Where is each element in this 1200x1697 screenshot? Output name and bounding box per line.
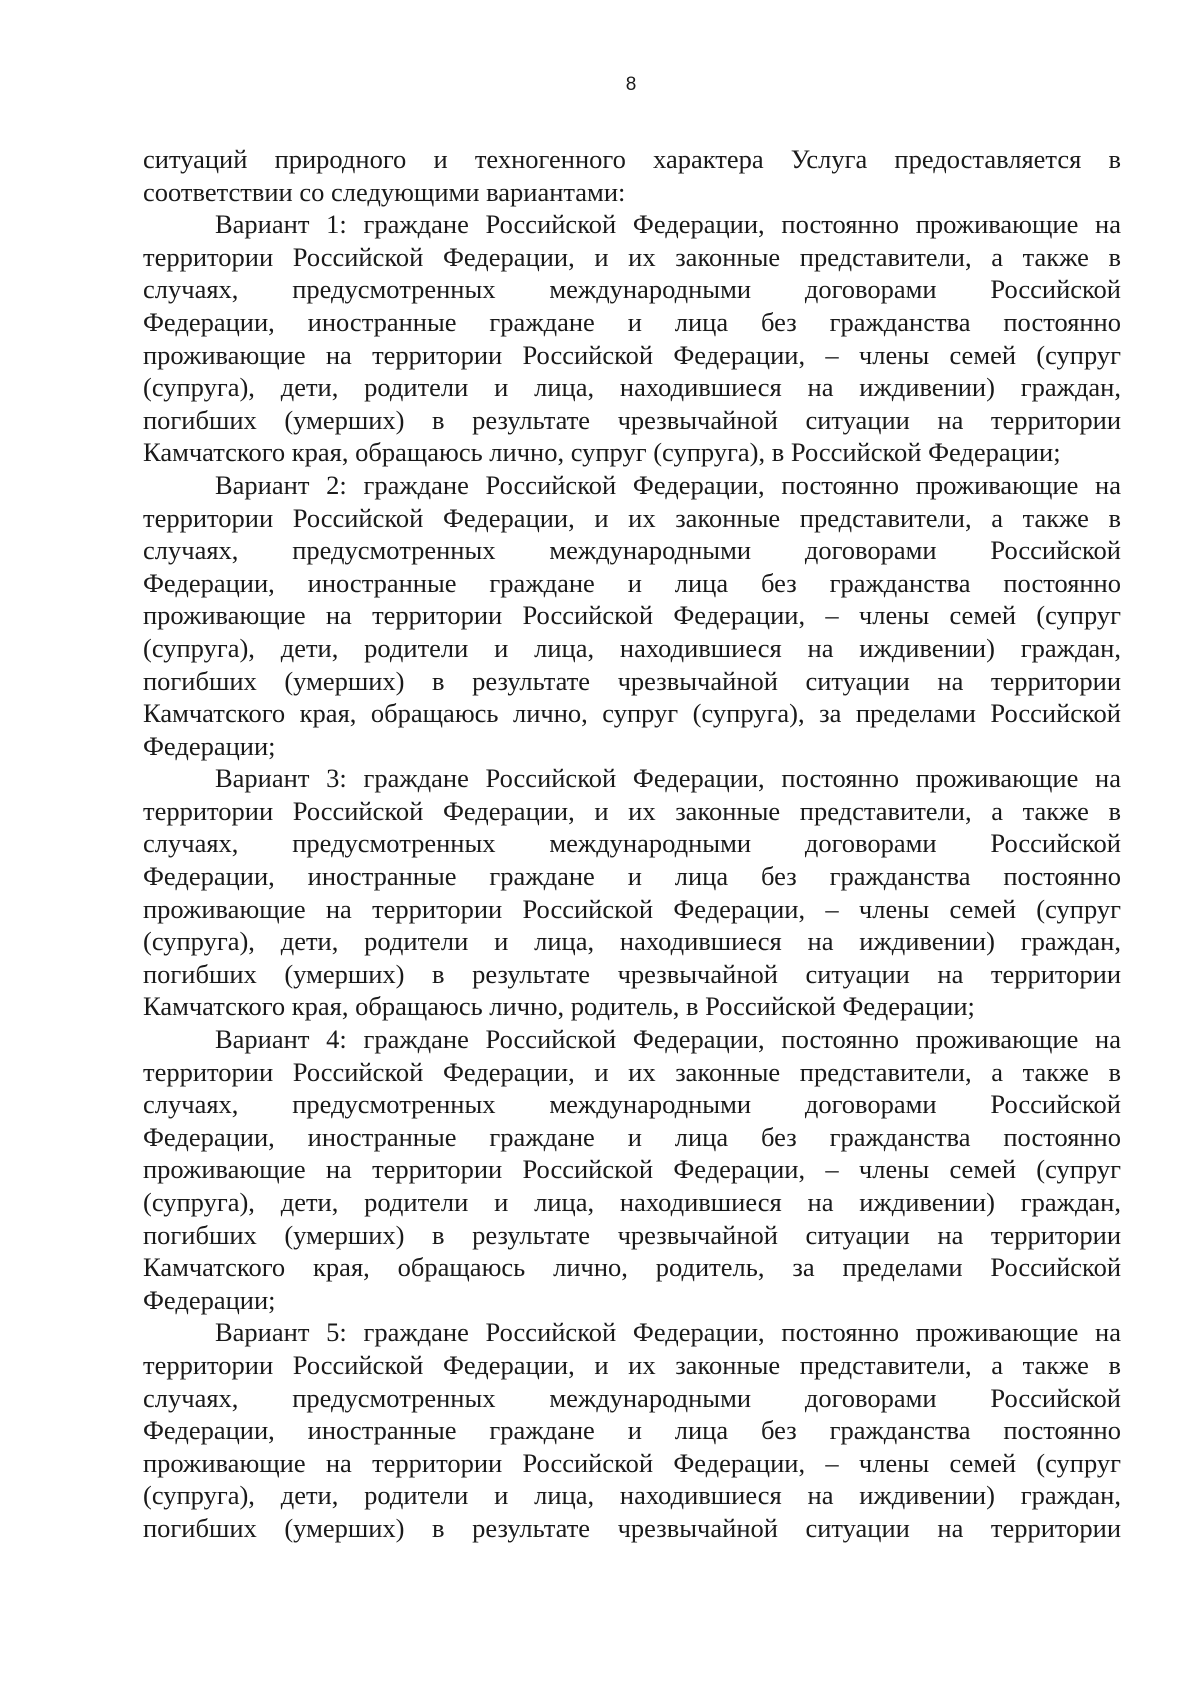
text-line: случаях, предусмотренных международными договорами Российской (143, 274, 1121, 305)
text-line: (супруга), дети, родители и лица, находившиеся на иждивении) граждан, (143, 372, 1121, 403)
text-line: погибших (умерших) в результате чрезвычайной ситуации на территории (143, 1219, 1121, 1250)
text-line: (супруга), дети, родители и лица, находившиеся на иждивении) граждан, (143, 926, 1121, 957)
text-line: Вариант 4: граждане Российской Федерации, постоянно проживающие на (215, 1024, 1121, 1055)
text-line: Вариант 3: граждане Российской Федерации, постоянно проживающие на (215, 763, 1121, 794)
text-line: Федерации, иностранные граждане и лица без гражданства постоянно (143, 861, 1121, 892)
document-body (143, 143, 1121, 1545)
text-line: проживающие на территории Российской Федерации, – члены семей (супруг (143, 339, 1121, 370)
text-line: погибших (умерших) в результате чрезвычайной ситуации на территории (143, 665, 1121, 696)
text-line: Вариант 2: граждане Российской Федерации, постоянно проживающие на (215, 469, 1121, 500)
text-line: случаях, предусмотренных международными договорами Российской (143, 535, 1121, 566)
paragraph-intro (143, 143, 1121, 208)
text-line: погибших (умерших) в результате чрезвычайной ситуации на территории (143, 1512, 1121, 1543)
text-line: Камчатского края, обращаюсь лично, супруг (супруга), за пределами Российской (143, 698, 1121, 729)
page-number: 8 (625, 74, 637, 95)
text-line: случаях, предусмотренных международными договорами Российской (143, 1382, 1121, 1413)
text-line: территории Российской Федерации, и их законные представители, а также в (143, 1056, 1121, 1087)
paragraph-variant-3 (143, 762, 1121, 1023)
text-line: территории Российской Федерации, и их законные представители, а также в (143, 502, 1121, 533)
text-line: Федерации, иностранные граждане и лица без гражданства постоянно (143, 306, 1121, 337)
text-line: территории Российской Федерации, и их законные представители, а также в (143, 1349, 1121, 1380)
text-line: случаях, предусмотренных международными договорами Российской (143, 1089, 1121, 1120)
text-line: ситуаций природного и техногенного характера Услуга предоставляется в (143, 144, 1121, 174)
text-line: Вариант 1: граждане Российской Федерации, постоянно проживающие на (215, 209, 1121, 240)
text-line: Камчатского края, обращаюсь лично, супруг (супруга), в Российской Федерации; (143, 437, 1061, 468)
text-line: проживающие на территории Российской Федерации, – члены семей (супруг (143, 1154, 1121, 1185)
text-line: Федерации; (143, 1284, 276, 1315)
text-line: Федерации; (143, 730, 276, 761)
text-line: (супруга), дети, родители и лица, находившиеся на иждивении) граждан, (143, 632, 1121, 663)
text-line: погибших (умерших) в результате чрезвычайной ситуации на территории (143, 404, 1121, 435)
text-line: (супруга), дети, родители и лица, находившиеся на иждивении) граждан, (143, 1480, 1121, 1511)
text-line: соответствии со следующими вариантами: (143, 176, 626, 207)
text-line: территории Российской Федерации, и их законные представители, а также в (143, 795, 1121, 826)
text-line: проживающие на территории Российской Федерации, – члены семей (супруг (143, 893, 1121, 924)
text-line: Камчатского края, обращаюсь лично, родитель, в Российской Федерации; (143, 991, 975, 1022)
text-line: Федерации, иностранные граждане и лица без гражданства постоянно (143, 567, 1121, 598)
text-line: Камчатского края, обращаюсь лично, родитель, за пределами Российской (143, 1252, 1121, 1283)
text-line: случаях, предусмотренных международными договорами Российской (143, 828, 1121, 859)
text-line: (супруга), дети, родители и лица, находившиеся на иждивении) граждан, (143, 1187, 1121, 1217)
paragraph-variant-5 (143, 1316, 1121, 1544)
paragraph-variant-4 (143, 1023, 1121, 1316)
text-line: проживающие на территории Российской Федерации, – члены семей (супруг (143, 600, 1121, 631)
text-line: Федерации, иностранные граждане и лица без гражданства постоянно (143, 1415, 1121, 1446)
text-line: погибших (умерших) в результате чрезвычайной ситуации на территории (143, 958, 1121, 989)
text-line: проживающие на территории Российской Федерации, – члены семей (супруг (143, 1447, 1121, 1478)
text-line: Федерации, иностранные граждане и лица без гражданства постоянно (143, 1121, 1121, 1152)
paragraph-variant-1 (143, 208, 1121, 469)
paragraph-variant-2 (143, 469, 1121, 762)
text-line: территории Российской Федерации, и их законные представители, а также в (143, 241, 1121, 272)
text-line: Вариант 5: граждане Российской Федерации, постоянно проживающие на (215, 1317, 1121, 1348)
